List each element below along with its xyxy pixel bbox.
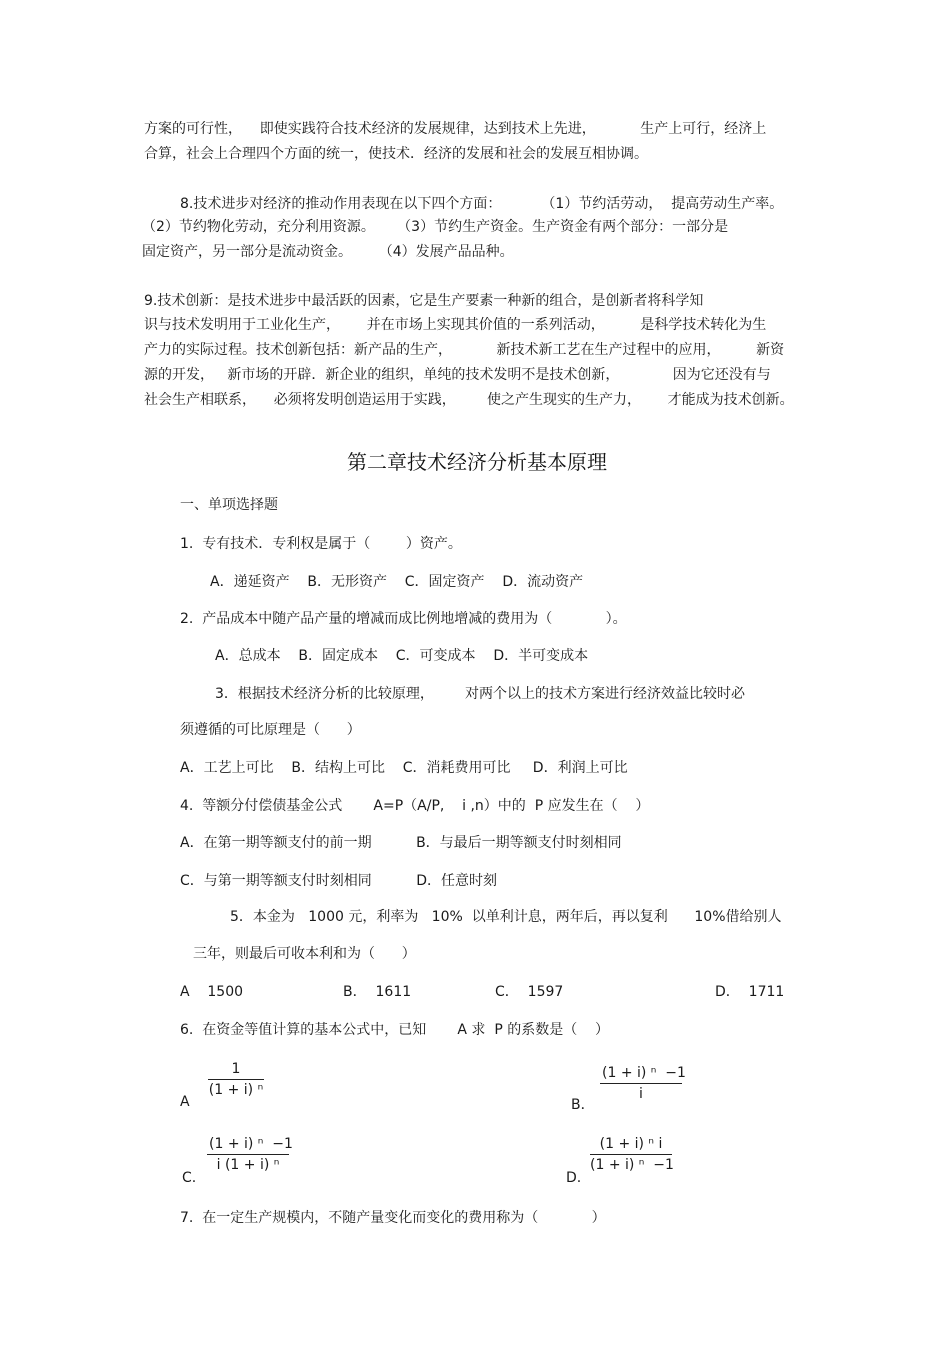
fraction-numerator: 1 bbox=[208, 1061, 264, 1080]
section-heading: 一、单项选择题 bbox=[180, 497, 278, 513]
question-options: A．总成本 B．固定成本 C．可变成本 D．半可变成本 bbox=[215, 648, 589, 664]
paragraph-line: 产力的实际过程。技术创新包括：新产品的生产， 新技术新工艺在生产过程中的应用， 新资 bbox=[144, 342, 785, 358]
paragraph-line: （2）节约物化劳动，充分利用资源。 （3）节约生产资金。生产资金有两个部分：一部分是 bbox=[142, 219, 729, 235]
fraction-numerator: (1 + i) ⁿ i bbox=[590, 1136, 672, 1155]
option-b: B． 1611 bbox=[343, 984, 412, 1000]
fraction-denominator: (1 + i) ⁿ −1 bbox=[590, 1157, 674, 1173]
paragraph-line: 社会生产相联系， 必须将发明创造运用于实践， 使之产生现实的生产力， 才能成为技术创新。 bbox=[144, 392, 794, 408]
paragraph-line: 方案的可行性， 即使实践符合技术经济的发展规律，达到技术上先进， 生产上可行，经济上 bbox=[144, 121, 767, 137]
fraction-numerator: (1 + i) ⁿ −1 bbox=[600, 1065, 682, 1084]
option-d: D． 1711 bbox=[715, 984, 785, 1000]
question-stem: 5．本金为 1000 元，利率为 10% 以单利计息，两年后，再以复利 10%借给别人 bbox=[230, 909, 782, 925]
paragraph-line: 9.技术创新：是技术进步中最活跃的因素，它是生产要素一种新的组合，是创新者将科学知 bbox=[144, 293, 704, 309]
paragraph-line: 固定资产，另一部分是流动资金。 （4）发展产品品种。 bbox=[142, 244, 514, 260]
option-c: C． 1597 bbox=[495, 984, 564, 1000]
question-stem: 7. 在一定生产规模内，不随产量变化而变化的费用称为（ ） bbox=[180, 1210, 606, 1226]
question-stem: 6. 在资金等值计算的基本公式中，已知 A 求 P 的系数是（ ） bbox=[180, 1022, 610, 1038]
option-b-label: B． bbox=[571, 1097, 595, 1113]
paragraph-line: 8.技术进步对经济的推动作用表现在以下四个方面： （1）节约活劳动， 提高劳动生产率。 bbox=[180, 196, 784, 212]
question-stem: 2. 产品成本中随产品产量的增减而成比例地增减的费用为（ ）。 bbox=[180, 611, 627, 627]
question-stem: 4. 等额分付偿债基金公式 A=P（A/P, i ,n）中的 P 应发生在（ ） bbox=[180, 798, 650, 814]
paragraph-line: 合算，社会上合理四个方面的统一，使技术．经济的发展和社会的发展互相协调。 bbox=[144, 146, 648, 162]
option-a-formula bbox=[208, 1061, 264, 1098]
question-options: A．递延资产 B．无形资产 C．固定资产 D．流动资产 bbox=[210, 574, 584, 590]
question-stem: 1. 专有技术．专利权是属于（ ）资产。 bbox=[180, 536, 462, 552]
question-options: A．工艺上可比 B．结构上可比 C．消耗费用可比 D．利润上可比 bbox=[180, 760, 628, 776]
question-options: C．与第一期等额支付时刻相同 D．任意时刻 bbox=[180, 873, 498, 889]
fraction-denominator: i bbox=[639, 1086, 643, 1102]
question-stem: 3．根据技术经济分析的比较原理， 对两个以上的技术方案进行经济效益比较时必 bbox=[215, 686, 746, 702]
paragraph-line: 源的开发， 新市场的开辟．新企业的组织，单纯的技术发明不是技术创新， 因为它还没有与 bbox=[144, 367, 771, 383]
question-options: A．在第一期等额支付的前一期 B．与最后一期等额支付时刻相同 bbox=[180, 835, 622, 851]
option-d-formula bbox=[590, 1136, 672, 1173]
option-c-formula bbox=[207, 1136, 293, 1173]
option-d-label: D. bbox=[566, 1170, 582, 1186]
paragraph-line: 识与技术发明用于工业化生产， 并在市场上实现其价值的一系列活动， 是科学技术转化为生 bbox=[144, 317, 767, 333]
question-stem: 三年，则最后可收本利和为（ ） bbox=[193, 946, 416, 962]
chapter-title: 第二章技术经济分析基本原理 bbox=[347, 450, 607, 474]
option-c-label: C. bbox=[182, 1170, 197, 1186]
question-stem: 须遵循的可比原理是（ ） bbox=[180, 722, 361, 738]
fraction-numerator: (1 + i) ⁿ −1 bbox=[207, 1136, 289, 1155]
fraction-denominator: i (1 + i) ⁿ bbox=[216, 1157, 280, 1173]
option-b-formula bbox=[600, 1065, 686, 1102]
option-a-label: A bbox=[180, 1094, 190, 1110]
option-a: A 1500 bbox=[180, 984, 244, 1000]
fraction-denominator: (1 + i) ⁿ bbox=[208, 1082, 264, 1098]
